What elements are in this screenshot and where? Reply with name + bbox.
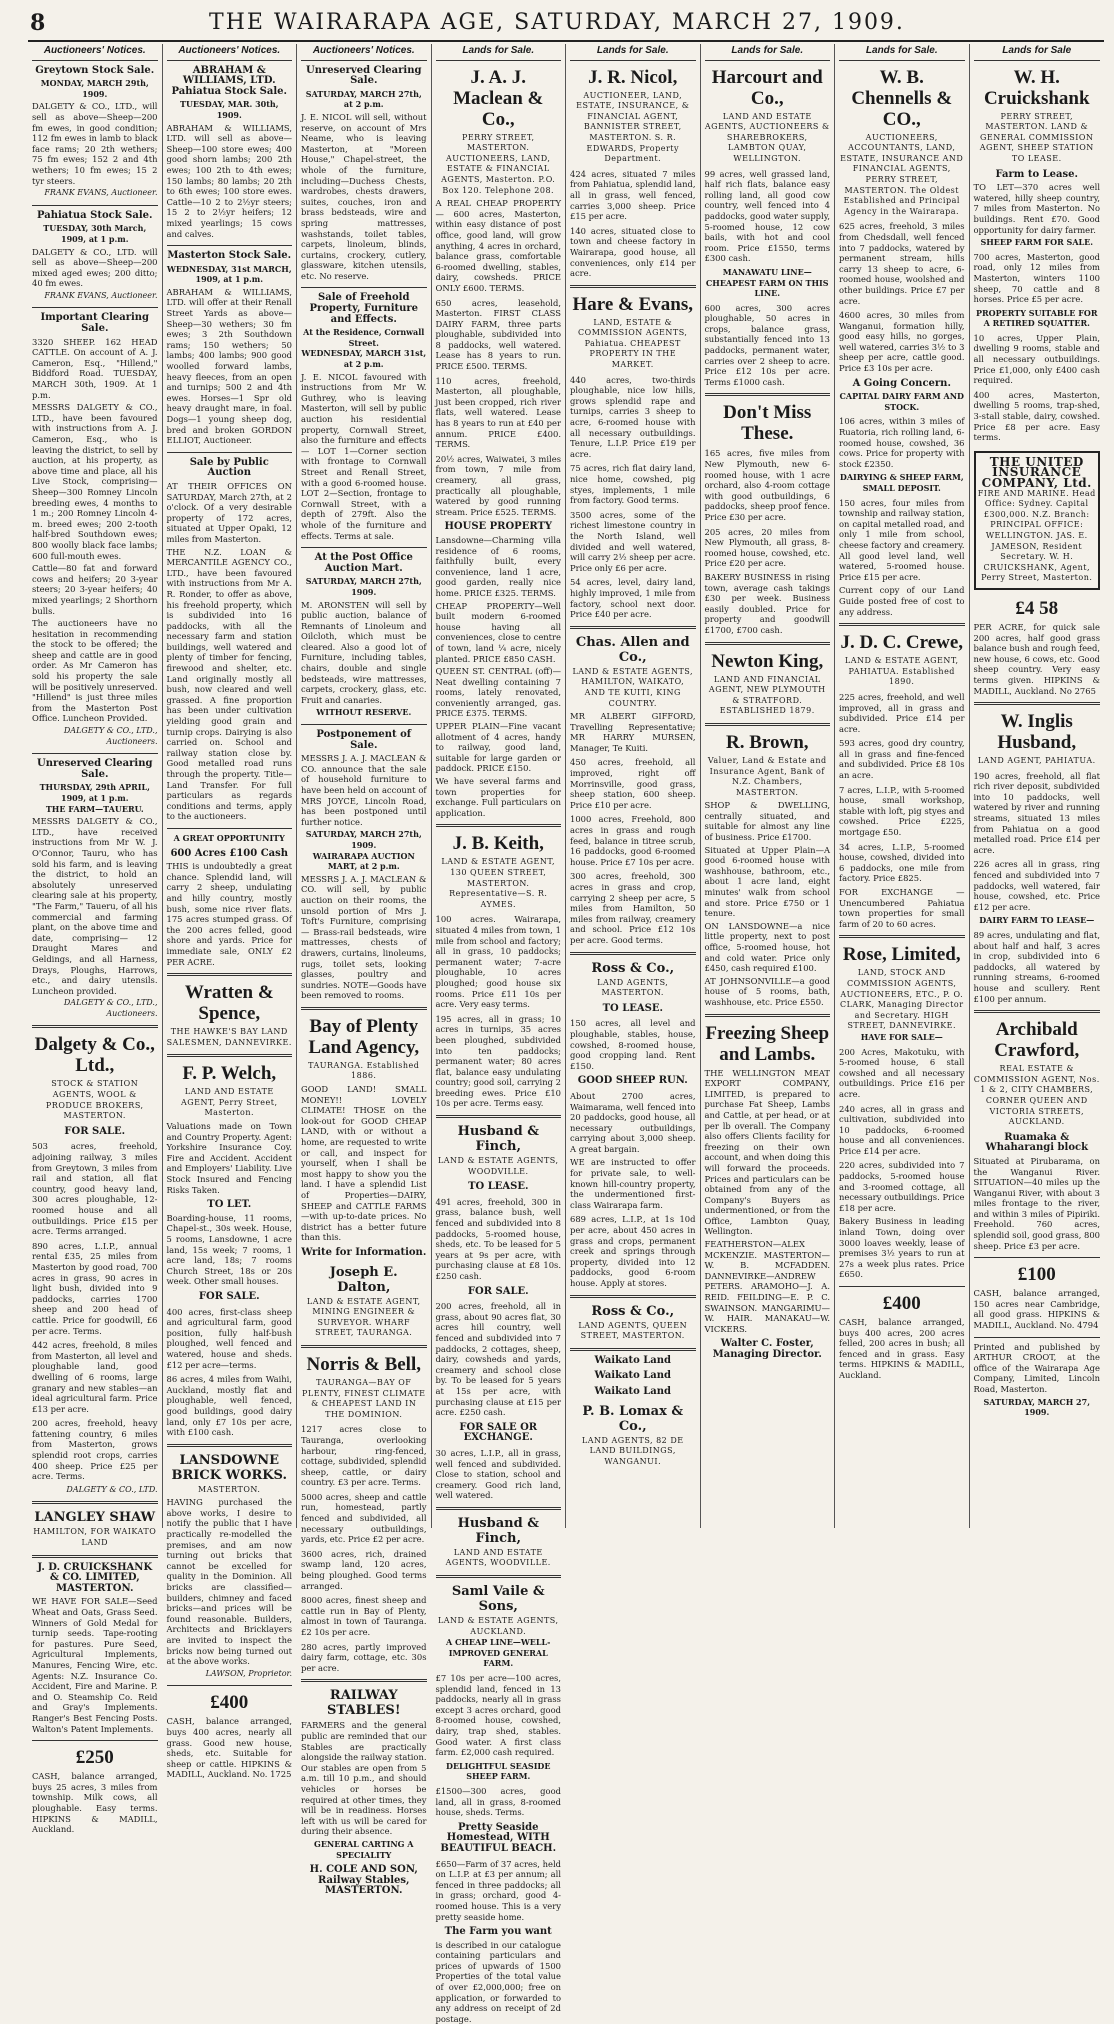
listing: 700 acres, Masterton, good road, only 12 miles from Masterton, winters 1100 sheep, 70 cattle and 8 horses. Price £5 per acre. [973,251,1100,305]
ad-heading: Waikato Land [594,1354,672,1366]
firm-subtitle: LAND & ESTATE AGENT, MINING ENGINEER & SURVEYOR. WHARF STREET, TAURANGA. [306,1296,421,1338]
listing: 450 acres, freehold, all improved, right off Morrinsville, good grass, sheep station, 600 sheep. Price £10 per acre. [570,757,696,810]
ad-text: BAKERY BUSINESS in rising town, average cash takings £30 per week. Business easily doubled. Price for property and goodwill £1700, £700 cash. [704,571,830,635]
firm-subtitle: AUCTIONEERS, ACCOUNTANTS, LAND, ESTATE, INSURANCE AND FINANCIAL AGENTS, PERRY STREET, MASTERTON. The Oldest Established and Principal Agency in the Wairarapa. [840,132,964,216]
listing: 400 acres, Masterton, dwelling 5 rooms, trap-shed, 3-stall stable, dairy, cowshed. Price £8 per acre. Easy terms. [973,389,1100,443]
ad-heading: FOR SALE OR EXCHANGE. [459,1421,538,1444]
columns [28,44,1104,2024]
divider [301,287,427,288]
ad-text: A REAL CHEAP PROPERTY— 600 acres, Masterton, within easy distance of post office, good land, will grow anything, 4 acres in orchard, balance grass, comfortable 6-roomed dwelling, stables, dairy, cowsheds. PRICE ONLY £600. TERMS. [435,198,561,293]
ad-heading: The Farm you want [444,1926,552,1938]
firm-name: LANSDOWNE BRICK WORKS. [171,1452,288,1483]
listing: 20½ acres, Waiwatei, 3 miles from town, 7 mile from creamery, all grass, practically all ploughable, watered by good running stream. Price £525. TERMS. [435,453,561,517]
firm-name: Bay of Plenty Land Agency, [308,1015,420,1058]
firm-name: RAILWAY STABLES! [326,1688,401,1719]
firm-name: W. Inglis Husband, [997,711,1077,754]
listing: 8000 acres, finest sheep and cattle run in Bay of Plenty, almost in town of Tauranga. £2 10s per acre. [301,1595,427,1637]
ad-text: CASH, balance arranged, buys 25 acres, 3 miles from township. Milk cows, all ploughable. Easy terms. HIPKINS & MADILL, Auckland. [32,1771,158,1835]
ad-date: SATURDAY, MARCH 27th, 1909. [305,829,422,850]
section-header: Lands for Sale. [436,44,562,61]
insurance-box [974,451,1101,590]
divider [301,1007,427,1010]
listing: 225 acres, freehold, and well improved, all in grass and subdivided. Price £14 per acre. [839,691,965,734]
firm-name: Archibald Crawford, [994,1019,1080,1062]
divider [32,307,158,308]
divider [167,245,293,246]
ad-subheading: At the Residence, Cornwall Street. [303,327,425,348]
ad-subheading: SHEEP FARM FOR SALE. [980,237,1094,248]
ad-text: WE HAVE FOR SALE—Seed Wheat and Oats, Grass Seed. Winners of Gold Medal for turnip seeds. Tape-rooting for pastures. Pure Seed, Agricultural Implements, Manures, Fencing Wire, etc. Agents: N.Z. Insurance Co. Accident, Fire and Marine. P. and O. Steamship Co. Reid and Gray's Implements. Ranger's Best Fencing Posts. Walton's Patent Implements. [32,1596,158,1734]
price-heading: £400 [882,1293,921,1314]
firm-name: Joseph E. Dalton, [329,1264,398,1295]
masthead-title: THE WAIRARAPA AGE, SATURDAY, MARCH 27, 1909. [209,10,905,35]
listing: 75 acres, rich flat dairy land, nice home, cowshed, pig styes, implements, 1 mile from factory. Good terms. [570,463,696,506]
listing: 300 acres, freehold, 300 acres in grass and crop, carrying 2 sheep per acre, 5 miles from Hamilton, 50 miles from railway, creamery and school. Price £12 10s per acre. Good terms. [570,871,696,945]
firm-subtitle: TAURANGA—BAY OF PLENTY, FINEST CLIMATE & CHEAPEST LAND IN THE DOMINION. [302,1377,426,1419]
ad-heading: Masterton Stock Sale. [167,250,292,262]
ad-heading: Pretty Seaside Homestead, WITH BEAUTIFUL BEACH. [440,1821,557,1854]
listing: 54 acres, level, dairy land, highly improved, 1 mile from factory, school next door. Price £40 per acre. [570,577,696,620]
listing: 491 acres, freehold, 300 in grass, balance bush, well fenced and subdivided into 8 paddocks, 5-roomed house, sheds, etc. To be leased for 5 years at 9s per acre, with purchasing clause at £8 10s. £250 cash. [435,1196,561,1281]
listing: 165 acres, five miles from New Plymouth, new 6-roomed house, with 1 acre orchard, also 4-room cottage with good outbuildings, 6 paddocks, sheep proof fence. Price £30 per acre. [704,448,830,522]
ad-text: FOR EXCHANGE — Unencumbered Pahiatua town properties for small farm of 20 to 60 acres. [839,887,965,929]
listing: 205 acres, 20 miles from New Plymouth, all grass, 8-roomed house, cowshed, etc. Price £20 per acre. [704,526,830,569]
divider [301,724,427,725]
firm-subtitle: PERRY STREET, MASTERTON. LAND & GENERAL COMMISSION AGENT, SHEEP STATION TO LEASE. [979,111,1094,163]
ad-signature: DALGETY & CO., LTD., Auctioneers. [63,998,158,1018]
ad-text: AT THEIR OFFICES ON SATURDAY, March 27th, at 2 o'clock. Of a very desirable property of 172 acres, situated at Upper Opaki, 12 miles from Masterton. [166,480,292,544]
ad-text: THE WELLINGTON MEAT EXPORT COMPANY, LIMITED, is prepared to purchase Fat Sheep, Lambs and Cattle, at per head, or at per lb overall. The Company also offers Clients facility for freezing on their own account, and when doing this will forward the proceeds. Prices and particulars can be obtained from any of the Company's Buyers as undermentioned, or from the Office, Lambton Quay, Wellington. [704,1067,830,1237]
ad-heading: Write for Information. [301,1246,427,1258]
divider [839,623,965,626]
ad-text: MR ALBERT GIFFORD, Travelling Representative; MR HARRY MURSEN, Manager, Te Kuiti. [570,711,696,753]
ad-heading: Postponement of Sale. [316,729,412,751]
ad-text: CHEAP PROPERTY—Well built modern 6-roomed house having all conveniences, close to centre of town, land ¼ acre, nicely planted. PRICE £850 CASH. [435,600,561,664]
firm-name: Dalgety & Co., Ltd., [34,1034,155,1077]
listing: 600 acres, 300 acres ploughable, 50 acres in crops, balance grass, substantially fenced into 13 paddocks, permanent water, carries over 2 sheep to acre. Price £12 10s per acre. Terms £1000 cash. [704,302,830,387]
ad-heading: TO LET. [207,1199,252,1211]
firm-name: Ross & Co., [591,960,675,976]
ad-subheading: WITHOUT RESERVE. [316,707,412,718]
ad-subheading: GENERAL CARTING A SPECIALITY [313,1838,414,1860]
ad-heading: GOOD SHEEP RUN. [577,1075,688,1087]
ad-heading: 600 Acres £100 Cash [170,847,289,859]
ad-heading: Sale of Freehold Property, Furniture and Effects. [309,292,419,325]
listing: 100 acres. Wairarapa, situated 4 miles from town, 1 mile from school and factory; all in grass, 10 paddocks; permanent water; 7-acre ploughable, 10 acres ploughed; good house six rooms. Price £11 10s per acre. Very easy terms. [435,914,561,1010]
firm-name: F. P. Welch, [182,1063,277,1085]
ad-heading: TO LEASE. [602,1002,663,1014]
ad-text: CASH, balance arranged, buys 400 acres, nearly all grass. Good new house, sheds, etc. Suitable for sheep or cattle. HIPKINS & MADILL, Auckland. No. 1725 [166,1716,292,1780]
ad-text: Situated at Pirubarama, on the Wanganui River. SITUATION—40 miles up the Wanganui River, with about 3 miles frontage to the river, and within 3 miles of Pipiriki. Freehold. 760 acres, splendid soil, good grass, 800 sheep. Price £3 per acre. [973,1155,1101,1251]
ad-date: THURSDAY, 29th APRIL, 1909, at 1 p.m. [39,782,150,803]
section-header: Lands for Sale. [839,44,965,61]
listing: 503 acres, freehold, adjoining railway, 3 miles from Greytown, 3 miles from rail and station, all flat country, good heavy land, 300 acres ploughable, 12-roomed house and all outbuildings. Price £15 per acre. Terms arranged. [32,1141,158,1237]
ad-heading: Sale by Public Auction [189,456,269,479]
ad-heading: ABRAHAM & WILLIAMS, LTD. Pahiatua Stock Sale. [171,64,287,97]
ad-heading: Unreserved Clearing Sale. [306,64,422,87]
firm-subtitle: LAND AND ESTATE AGENTS, WOODVILLE. [445,1547,551,1568]
firm-subtitle: LAND AND ESTATE AGENT, Perry Street, Masterton. [181,1087,278,1118]
ad-text: Lansdowne—Charming villa residence of 6 rooms, faithfully built, every convenience, land 1 acre, good garden, really nice home. PRICE £325. TERMS. [435,534,561,598]
firm-name: J. B. Keith, [452,833,544,855]
firm-subtitle: LAND & ESTATE AGENTS, WOODVILLE. [437,1156,559,1176]
ad-subheading: DAIRY FARM TO LEASE— [979,915,1095,926]
section-header: Auctioneers' Notices. [301,44,427,61]
ad-heading: TO LEASE. [468,1181,529,1193]
firm-name: H. COLE AND SON, Railway Stables, MASTERTON. [309,1864,418,1897]
listing: 400 acres, first-class sheep and agricultural farm, good position, fully half-bush ploughed, well fenced and watered, house and sheds. £12 per acre—terms. [166,1306,292,1370]
firm-subtitle: LAND AGENT, PAHIATUA. [977,756,1096,766]
ad-text: DALGETY & CO., LTD., will sell as above—Sheep—200 fm ewes, in good condition; 112 fm ewes in lamb to black face rams; 20 2th wethers; 75 fm ewes; 152 2 and 4th wethers; 10 fm ewes; 15 2 tyr steers. [32,101,158,186]
ad-signature: FRANK EVANS, Auctioneer. [44,290,158,300]
ad-subheading: MANAWATU LINE—CHEAPEST FARM ON THIS LINE. [705,266,829,299]
divider [167,1444,293,1447]
listing: 1000 acres, Freehold, 800 acres in grass and rough feed, balance in titree scrub, 16 paddocks, good 6-roomed house. Price £7 10s per acre. [570,814,696,867]
firm-subtitle: LAND & ESTATE AGENTS, AUCKLAND. [437,1616,559,1636]
firm-name: Husband & Finch, [457,1515,539,1546]
divider [570,1348,696,1351]
ad-text: We have several farms and town properties for exchange. Full particulars on application. [435,776,561,818]
ad-heading: Waikato Land [594,1370,672,1382]
firm-subtitle: AUCTIONEER, LAND, ESTATE, INSURANCE, & FINANCIAL AGENT, BANNISTER STREET, MASTERTON. S. R. EDWARDS, Property Department. [576,90,690,164]
ad-headline: Don't Miss These. [723,402,812,445]
firm-subtitle: LAND & ESTATE AGENT, 130 QUEEN STREET, MASTERTON. Representative—S. R. AYMES. [441,857,556,909]
divider [32,205,158,206]
ad-subheading: HAVE FOR SALE— [860,1031,943,1042]
ad-signature: Walter C. Foster, Managing Director. [712,1338,822,1360]
column-3 [297,44,432,1897]
price-heading: £4 58 [1015,597,1059,619]
listing: 150 acres, all level and ploughable, stables, house, cowshed, 8-roomed house, good cropping land. Rent £150. [570,1018,696,1071]
firm-name: P. B. Lomax & Co., [582,1403,684,1434]
divider [974,702,1101,705]
divider [570,1295,696,1298]
listing: 190 acres, freehold, all flat rich river deposit, subdivided into 10 paddocks, well watered by river and running streams, situated 13 miles from Pahiatua on a good metalled road. Price £14 per acre. [973,770,1100,855]
firm-subtitle: TAURANGA. Established 1886. [308,1060,420,1081]
ad-text: HAVING purchased the above works, I desire to notify the public that I have practically re-modelled the premises, and am now turning out bricks that cannot be excelled for quality in the Dominion. All bricks are classified—builders, chimney and faced bricks—and prices will be found reasonable. Builders, Architects and Bricklayers are invited to inspect the bricks now being turned out at the above works. [166,1497,292,1667]
firm-subtitle: LAND & ESTATE AGENTS, HAMILTON, WAIKATO, AND TE KUITI, KING COUNTRY. [572,666,694,708]
ad-date: WEDNESDAY, MARCH 31st, at 2 p.m. [301,348,427,370]
ad-text: DALGETY & CO., LTD. will sell as above—Sheep—200 mixed aged ewes; 200 ditto; 40 fm ewes. [32,246,158,289]
firm-name: Saml Vaile & Sons, [451,1584,545,1615]
ad-signature: DALGETY & CO., LTD. [66,1484,158,1494]
divider [705,723,831,726]
divider [570,626,696,629]
ad-heading: HOUSE PROPERTY [444,521,553,533]
firm-name: J. R. Nicol, [588,66,678,88]
listing: 890 acres, L.I.P., annual rental £35, 25 miles from Masterton by good road, 700 acres in grass, 90 acres in light bush, divided into 9 paddocks, carries 1700 sheep and 200 head of cattle. Price for goodwill, £6 per acre. Terms. [32,1240,158,1336]
ad-text: J. E. NICOL will sell, without reserve, on account of Mrs Neame, who is leaving Masterton, at "Moreen House," Chapel-street, the whole of the furniture, including—Duchess Chests, wardrobes, chests drawers, suites, couches, iron and brass bedsteads, wire and spring mattresses, washstands, toilet tables, carpets, linoleum, blinds, curtains, crockery, cutlery, glassware, kitchen utensils, etc. No reserve. [301,111,427,281]
firm-name: Ross & Co., [591,1303,675,1319]
ad-text: Situated at Upper Plain—A good 6-roomed house with washhouse, bathroom, etc., about 1 acre land, eight minutes' walk from school and store. Price £750 or 1 tenure. [704,844,830,919]
listing: 1217 acres close to Tauranga, overlooking harbour, ring-fenced, cottage, subdivided, splendid sheep, cattle, or dairy country. £3 per acre. Terms. [301,1424,427,1488]
ad-date: MONDAY, MARCH 29th, 1909. [40,78,149,99]
ad-heading: A Going Concern. [852,377,951,389]
section-header: Lands for Sale. [705,44,831,61]
divider [436,1575,562,1578]
divider [167,1685,293,1686]
firm-subtitle: PERRY STREET, MASTERTON. AUCTIONEERS, LAND, ESTATE & FINANCIAL AGENTS, Masterton. P.O. Box 120. Telephone 208. [441,132,556,195]
ad-text: CASH, balance arranged, buys 400 acres, 200 acres felled, 200 acres in bush; all fenced and in grass. Easy terms. HIPKINS & MADILL, Auckland. [839,1317,965,1380]
ad-date: TUESDAY, 30th March, 1909, at 1 p.m. [43,223,147,244]
listing: 195 acres, all in grass; 10 acres in turnips, 35 acres been ploughed, subdivided into ten paddocks; permanent water; 80 acres flat, balance easy undulating country; good soil, carrying 2 breeding ewes. Price £10 10s per acre. Terms easy. [435,1013,561,1109]
firm-name: Husband & Finch, [457,1124,539,1155]
ad-headline: Freezing Sheep and Lambs. [705,1022,830,1065]
ad-text: J. E. NICOL favoured with instructions from Mr W. Guthrey, who is leaving Masterton, will sell by public auction his residential property, Cornwall Street, also the furniture and effects— LOT 1—Corner section with frontage to Cornwall Street and Renall Street, with a good 6-roomed house. LOT 2—Section, frontage to Cornwall Street, with a depth of 279ft. Also the whole of the furniture and effects. Terms at sale. [301,371,427,541]
ad-text: ABRAHAM & WILLIAMS, LTD. will sell as above—Sheep—100 store ewes; 400 good shorn lambs; 200 2th ewes; 100 2th to 4th ewes; 150 lambs; 80 lambs; 20 2th to 6th ewes; 100 store ewes. Cattle—10 2 to 2½yr steers; 15 2 to 2½yr heifers; 12 mixed yearlings; 15 cows and calves. [166,122,292,239]
divider [301,547,427,548]
divider [32,1501,158,1504]
ad-heading: FOR SALE. [198,1290,260,1302]
listing: £650—Farm of 37 acres, held on L.I.P. at £3 per annum; all fenced in three paddocks; all in grass; orchard, good 4-roomed house. This is a very pretty seaside home. [435,1858,561,1922]
divider [839,935,965,938]
ad-text: QUEEN ST. CENTRAL (off)—Neat dwelling containing 7 rooms, lately renovated, conveniently arranged, gas. PRICE £375. TERMS. [435,666,561,719]
ad-text: SHOP & DWELLING, centrally situated, and suitable for almost any line of business. Price £1700. [704,800,830,843]
divider [974,1337,1101,1338]
firm-name: J. A. J. Maclean & Co., [453,66,544,130]
ad-text: 3320 SHEEP. 162 HEAD CATTLE. On account of A. J. Cameron, Esq., "Hillend," Biddford Road. TUESDAY, MARCH 30th, 1909. At 1 p.m. [32,336,158,400]
firm-subtitle: LAND, STOCK AND COMMISSION AGENTS, AUCTIONEERS, ETC., P. O. CLARK, Managing Director and Secretary. HIGH STREET, DANNEVIRKE. [839,968,964,1031]
divider [167,1054,293,1057]
divider [301,1679,427,1682]
ad-text: ABRAHAM & WILLIAMS, LTD. will offer at their Renall Street Yards as above—Sheep—30 wethers; 30 fm ewes; 3 2th Southdown rams; 150 wethers; 50 lambs; 400 lambs; 900 good woolled forward lambs, heavy fleeces, from an open and turnips; 500 2 and 4th ewes. Horses—1 Spr old heavy draught mare, in foal. Dogs—1 young sheep dog, bred and broken GORDON ELLIOT, Auctioneer. [166,286,292,446]
divider [705,642,831,645]
listing: 650 acres, leasehold, Masterton. FIRST CLASS DAIRY FARM, three parts ploughable, subdivided into 8 paddocks, well watered. Lease has 8 years to run. PRICE £500. TERMS. [435,297,561,372]
listing: 4600 acres, 30 miles from Wanganui, formation hilly, good easy hills, no gorges, well watered, carries 3½ to 3 sheep per acre, cattle good. Price £3 10s per acre. [839,310,965,374]
column-7 [835,44,970,1528]
listing: About 2700 acres, Waimarama, well fenced into 20 paddocks, good house, all necessary outbuildings, carrying about 3,000 sheep. A great bargain. [570,1090,696,1154]
firm-name: J. D. C. Crewe, [840,632,964,654]
section-header: Auctioneers' Notices. [167,44,293,61]
section-header: Auctioneers' Notices. [32,44,158,61]
listing: 140 acres, situated close to town and cheese factory in Wairarapa, good house, all conveniences, only £14 per acre. [570,225,696,279]
price-heading: £250 [75,1747,114,1769]
ad-text: THE N.Z. LOAN & MERCANTILE AGENCY CO., LTD., have been favoured with instructions from Mr A. R. Ronder, to offer as above, his freehold property, which is subdivided into 16 paddocks, with all the necessary farm and station buildings, well watered and plenty of timber for fencing, firewood and shelter, etc. Land originally mostly all bush, now cleared and well grassed. A fine proportion has been under cultivation yielding good grain and turnip crops. Dairying is also carried on. School and railway station close by. Good metalled road runs through the property. Title—Land Transfer. For full particulars as regards conditions and terms, apply to the auctioneers. [166,546,292,822]
firm-name: Wratten & Spence, [184,982,274,1025]
firm-subtitle: LAND & ESTATE AGENT, PAHIATUA. Established 1890. [844,656,959,687]
firm-subtitle: LAND AGENTS, 82 DE LAND BUILDINGS, WANGANUI. [581,1435,684,1466]
column-2 [163,44,298,1780]
firm-name: Chas. Allen and Co., [575,634,690,665]
ad-signature: FRANK EVANS, Auctioneer. [44,188,158,198]
divider [436,824,562,827]
ad-text: CASH, balance arranged, 150 acres near Cambridge, all good grass. HIPKINS & MADILL, Auckland. No. 4794 [973,1288,1100,1331]
masthead [0,0,1114,44]
ad-date: WEDNESDAY, 31st MARCH, 1909, at 1 p.m. [166,263,292,285]
imprint-date: SATURDAY, MARCH 27, 1909. [983,1396,1090,1418]
ad-text: FARMERS and the general public are reminded that our Stables are practically alongside the railway station. Our stables are open from 5 a.m. till 10 p.m., and should vehicles or horses be required at other times, they will be in readiness. Horses left with us will be cared for during their absence. [301,1720,427,1837]
ad-text: The auctioneers have no hesitation in recommending the stock to be offered; the sheep and cattle are in good order. As Mr Cameron has sold his property the sale will be positively unreserved. "Hillend" is just three miles from the Masterton Post Office. Luncheon Provided. [32,618,158,724]
ad-heading: Important Clearing Sale. [40,312,150,335]
listing: 34 acres, L.I.P., 5-roomed house, cowshed, divided into 6 paddocks, one mile from factory. Price £825. [839,841,965,884]
listing: 200 acres, freehold, heavy fattening country, 6 miles from Masterton, grows splendid root crops, carries 400 sheep. Price £25 per acre. Terms. [32,1418,158,1482]
ad-text: MESSRS DALGETY & CO., LTD., have been favoured with instructions from A. J. Cameron, Esq., who is leaving the district, to sell by auction, at his property, as above time and place, all his Live Stock, comprising—Sheep—300 Romney Lincoln breeding ewes, 4 months to 1 m.; 200 Romney Lincoln 4-m. breed ewes; 200 2-tooth half-bred Southdown ewes; 800 woolly black face lambs; 600 full-mouth ewes. [32,402,158,561]
ad-heading: FOR SALE. [64,1125,126,1137]
divider [32,1025,158,1028]
ad-text: TO LET—370 acres well watered, hilly sheep country, 7 miles from Masterton. No buildings. Rent £70. Good opportunity for dairy farmer. [973,182,1100,235]
ad-text: is described in our catalogue containing particulars and prices of upwards of 1500 Properties of the total value of over £2,000,000; free on application, or forwarded to any address on receipt of 2d postage. [435,1939,561,2024]
listing: 86 acres, 4 miles from Waihi, Auckland, mostly flat and ploughable, well fenced, good buildings, good dairy land, only £7 10s per acre, with £100 cash. [166,1374,292,1438]
ad-text: MESSRS J. A. J. MACLEAN & CO. will sell, by public auction on their rooms, the unsold portion of Mrs J. Toft's Furniture, comprising— Brass-rail bedsteads, wire mattresses, chests of drawers, curtains, linoleums, rugs, toilet sets, looking glasses, poultry and sundries. NOTE—Goods have been removed to rooms. [301,873,427,1001]
imprint: Printed and published by ARTHUR CROOT, at the office of the Wairarapa Age Company, Limited, Lincoln Road, Masterton. [973,1341,1100,1394]
column-5 [566,44,701,1528]
ad-heading: Greytown Stock Sale. [35,64,155,76]
ad-heading: At the Post Office Auction Mart. [314,552,413,574]
listing: 625 acres, freehold, 3 miles from Chedsdall, well fenced into 7 paddocks, watered by permanent stream, hills carry 13 sheep to acre, 6-roomed house, woolshed and other buildings. Price £7 per acre. [839,221,965,306]
firm-subtitle: LAND, ESTATE & COMMISSION AGENTS, Pahiatua. CHEAPEST PROPERTY IN THE MARKET. [578,317,688,370]
ad-text: AT JOHNSONVILLE—a good house of 5 rooms, bath, washhouse, etc. Price £550. [704,975,830,1007]
firm-name: Rose, Limited, [842,944,961,966]
ad-date: SATURDAY, MARCH 27th, at 2 p.m. [305,88,422,110]
ad-text: THIS is undoubtedly a great chance. Splendid land, will carry 2 sheep, undulating and hilly country, mostly bush, some nice river flats. 175 acres stumped grass. Of the 200 acres felled, good shore and yards. Price for immediate sale, ONLY £2 PER ACRE. [166,861,292,967]
ad-subheading: DELIGHTFUL SEASIDE SHEEP FARM. [446,1760,551,1782]
firm-name: LANGLEY SHAW [34,1510,156,1526]
firm-name: Norris & Bell, [306,1353,421,1375]
firm-name: Newton King, [711,650,824,672]
ad-subheading: DAIRYING & SHEEP FARM, SMALL DEPOSIT. [839,472,964,493]
listing: 10 acres, Upper Plain, dwelling 9 rooms, stable and all necessary outbuildings. Price £1,000, only £400 cash required. [973,332,1100,386]
ad-heading: FOR SALE. [467,1285,529,1297]
ad-text: Valuations made on Town and Country Property. Agent: Yorkshire Insurance Coy. Fire and Accident. Accident and Employers' Liability. Live Stock Insured and Fencing Risks Taken. [166,1121,292,1195]
ad-text: MESSRS J. A. J. MACLEAN & CO. announce that the sale of household furniture to have been held on account of MRS JOYCE, Lincoln Road, has been postponed until further notice. [301,753,427,827]
ad-text: WE are instructed to offer for private sale, to well-known hill-country property, the undermentioned first-class Wairarapa farm. [570,1157,696,1210]
ad-text: Current copy of our Land Guide posted free of cost to any address. [839,585,965,617]
divider [570,952,696,955]
ad-signature: LAWSON, Proprietor. [205,1668,292,1678]
firm-name: W. H. Cruickshank [983,66,1090,109]
listing: 7 acres, L.I.P., with 5-roomed house, small workshop, stable with loft, pig styes and cowshed. Price £225, mortgage £50. [839,784,965,838]
section-header: Lands for Sale. [570,44,696,61]
ad-date: TUESDAY, MAR. 30th, 1909. [179,99,279,120]
listing: £1500—300 acres, good land, all in grass, 8-roomed house, sheds. Terms. [435,1785,561,1818]
listing: 110 acres, freehold, Masterton, all ploughable, just been cropped, rich river flats, well watered. Lease has 8 years to run at £40 per annum. PRICE £400. TERMS. [435,375,561,450]
divider [705,393,831,396]
divider [570,285,696,288]
firm-subtitle: LAND AGENTS, QUEEN STREET, MASTERTON. [578,1320,688,1341]
listing: 200 Acres, Makotuku, with 5-roomed house, 6 stall cowshed and all necessary outbuildings. Price £16 per acre. [839,1046,965,1099]
divider [167,828,293,829]
ad-text: UPPER PLAIN—Fine vacant allotment of 4 acres, handy to railway, good land, suitable for large garden or paddock. PRICE £150. [435,721,561,774]
firm-subtitle: STOCK & STATION AGENTS, WOOL & PRODUCE BROKERS, MASTERTON. [45,1079,144,1121]
firm-name: J. D. CRUICKSHANK & CO. LIMITED, MASTERTON. [37,1561,153,1594]
buyers-list: FEATHERSTON—ALEX MCKENZIE. MASTERTON—W. B. MCFADDEN. DANNEVIRKE—ANDREW PETERS. ARAMOHO—J. A. REID. FEILDING—E. P. C. SWAINSON. MANGARIMU—W. HAIR. MANAKAU—W. VICKERS. [704,1239,830,1334]
ad-text: Cattle—80 fat and forward cows and heifers; 20 3-year steers; 20 3-year heifers; 40 mixed yearlings; 2 Shorthorn bulls. [32,563,158,616]
listing: 30 acres, L.I.P., all in grass, well fenced and subdivided. Close to station, school and creamery. Good rich land, well watered. [435,1447,561,1501]
ad-subheading: THE FARM—TAUERU. [45,803,144,814]
firm-subtitle: LAND AND FINANCIAL AGENT, NEW PLYMOUTH & STRATFORD. ESTABLISHED 1879. [708,674,826,716]
insurance-title: THE UNITED INSURANCE COMPANY, Ltd. [981,454,1092,490]
listing: 593 acres, good dry country, all in grass and fine-fenced and subdivided. Price £8 10s an acre. [839,738,965,781]
ad-text: Boarding-house, 11 rooms, Chapel-st., 30s week. House, 5 rooms, Lansdowne, 1 acre land, 15s week; 7 rooms, 1 acre land, 18s; 7 rooms Church Street, 18s or 20s week. Other small houses. [166,1212,292,1287]
listing: 220 acres, subdivided into 7 paddocks, 5-roomed house and 3-roomed cottage, all necessary outbuildings. Price £18 per acre. [839,1160,965,1213]
masthead-rule [28,40,1104,42]
divider [167,452,293,453]
listing: 689 acres, L.I.P., at 1s 10d per acre, about 450 acres in grass and crops, permanent creek and springs through property, divided into 12 paddocks, good 6-room house. Apply at stores. [570,1214,696,1288]
listing: 240 acres, all in grass and cultivation, subdivided into 10 paddocks, 6-roomed house and all conveniences. Price £14 per acre. [839,1103,965,1156]
listing: 3500 acres, some of the richest limestone country in the North Island, well divided and well watered, will carry 2½ sheep per acre. Price only £6 per acre. [570,509,696,573]
ad-text: M. ARONSTEN will sell by public auction, balance of Remnants of Linoleum and Oilcloth, which must be cleared. Also a good lot of Furniture, including tables, chairs, double and single bedsteads, wire mattresses, carpets, crockery, glass, etc. Fruit and canaries. [301,599,427,705]
listing: 442 acres, freehold, 8 miles from Masterton, all level and ploughable land, good dwelling of 6 rooms, large granary and new stables—an ideal agricultural farm. Price £13 per acre. [32,1340,158,1414]
divider [301,1345,427,1348]
column-8 [970,44,1105,1528]
ad-subheading: A CHEAP LINE—WELL-IMPROVED GENERAL FARM. [446,1637,551,1669]
listing: £7 10s per acre—100 acres, splendid land, fenced in 13 paddocks, nearly all in grass except 3 acres orchard, good 8-roomed house, cowshed, dairy, trap shed, stables. Good water. A first class farm. £2,000 cash required. [435,1673,561,1758]
section-header: Lands for Sale [974,44,1101,61]
ad-signature: DALGETY & CO., LTD., Auctioneers. [63,726,158,746]
firm-subtitle: HAMILTON, FOR WAIKATO LAND [33,1527,157,1548]
insurance-details: FIRE AND MARINE. Head Office: Sydney. Capital £300,000. N.Z. Branch: PRINCIPAL OFFICE: WELLINGTON. JAS. E. JAMESON, Resident Secretary. W. H. CRUICKSHANK, Agent, Perry Street, Masterton. [977,488,1096,583]
listing: 226 acres all in grass, ring fenced and subdivided into 7 paddocks, well watered, fair house, cowshed, etc. Price £12 per acre. [973,859,1100,912]
ad-heading: Unreserved Clearing Sale. [37,758,153,780]
listing: 99 acres, well grassed land, half rich flats, balance easy rolling land, all good cow country, well fenced into 4 paddocks, good water supply, 5-roomed house, 12 cow bails, with hot and cool room. Price £1550, terms £300 cash. [704,168,830,264]
ad-heading: Ruamaka & Whaharangi block [985,1131,1088,1154]
divider [974,1010,1101,1013]
firm-subtitle: LAND AGENTS, MASTERTON. [597,977,669,998]
listing: 5000 acres, sheep and cattle run, homestead, partly fenced and subdivided, all necessary outbuildings, yards, etc. Price £2 per acre. [301,1491,427,1545]
ad-heading: Pahiatua Stock Sale. [37,209,153,221]
firm-subtitle: MASTERTON. [198,1484,261,1494]
listing: 106 acres, within 3 miles of Ruatoria, rich rolling land, 6-roomed house, cowshed, 36 cows. Price for property with stock £2350. [839,416,965,469]
firm-name: Harcourt and Co., [711,66,823,109]
ad-subheading: CAPITAL DAIRY FARM AND STOCK. [839,391,964,412]
ad-heading: Waikato Land [594,1385,672,1397]
ad-text: PER ACRE, for quick sale 200 acres, half good grass balance bush and rough feed, new house, 6 cows, etc. Good sheep country. Very easy terms given. HIPKINS & MADILL, Auckland. No 2765 [973,621,1100,696]
ad-text: ON LANSDOWNE—a nice little property, next to post office, 5-roomed house, hot and cold water. Price only £450, cash required £100. [704,920,830,974]
divider [436,1507,562,1510]
ad-subheading: WAIRARAPA AUCTION MART, at 2 p.m. [312,850,415,872]
price-heading: £100 [1017,1264,1056,1286]
listing: 3600 acres, rich, drained swamp land, 120 acres, being ploughed. Good terms arranged. [301,1548,427,1591]
firm-subtitle: LAND AND ESTATE AGENTS, AUCTIONEERS & SHAREBROKERS, LAMBTON QUAY, WELLINGTON. [704,111,830,163]
divider [974,1257,1101,1258]
ad-text: MESSRS DALGETY & CO., LTD., have received instructions from Mr W. J. O'Connor, Tauru, who has sold his farm, and is leaving the district, to hold an absolutely unreserved clearing sale at his property, "The Farm," Taueru, of all his commercial and farming plant, on the above time and date, comprising— 12 Draught Mares and Geldings, and all Harness, Drays, Ploughs, Harrows, etc., and dairy utensils. Luncheon provided. [32,816,158,996]
column-4 [432,44,567,2024]
page-number: 8 [30,10,46,36]
divider [705,1014,831,1017]
ad-text: Bakery Business in leading inland Town, doing over 3000 loaves weekly, lease of premises 3½ years to run at 27s a week plus rates. Price £650. [839,1216,965,1280]
price-heading: £400 [210,1692,249,1714]
firm-name: W. B. Chennells & CO., [851,66,953,130]
listing: 89 acres, undulating and flat, about half and half, 3 acres in crop, subdivided into 6 paddocks, all watered by running streams, 6-roomed house and scullery. Rent £100 per annum. [973,930,1100,1004]
divider [32,1740,158,1741]
listing: 440 acres, two-thirds ploughable, nice low hills, grows splendid rape and turnips, carries 3 sheep to acre, 6-roomed house with all necessary outbuildings. Tenure, L.I.P. Price £19 per acre. [570,374,696,459]
listing: 280 acres, partly improved dairy farm, cottage, etc. 30s per acre. [301,1641,427,1673]
firm-subtitle: THE HAWKE'S BAY LAND SALESMEN, DANNEVIRKE. [166,1027,292,1047]
firm-name: R. Brown, [725,731,809,753]
divider [32,753,158,754]
ad-heading: Farm to Lease. [995,168,1078,180]
ad-subheading: PROPERTY SUITABLE FOR A RETIRED SQUATTER. [976,307,1098,329]
divider [32,1555,158,1558]
listing: 424 acres, situated 7 miles from Pahiatua, splendid land, all in grass, well fenced, carries 3,000 sheep. Price £15 per acre. [570,168,696,222]
firm-name: Hare & Evans, [572,293,693,315]
firm-subtitle: REAL ESTATE & COMMISSION AGENT, Nos. 1 & 2, CITY CHAMBERS, CORNER QUEEN AND VICTORIA STREETS, AUCKLAND. [973,1064,1100,1127]
ad-subheading: A GREAT OPPORTUNITY [173,832,285,843]
divider [839,1286,965,1287]
ad-date: SATURDAY, MARCH 27th, 1909. [305,576,422,597]
divider [436,1115,562,1118]
column-1 [28,44,163,1835]
listing: 200 acres, freehold, all in grass, about 90 acres flat, 30 acres hill country, well fenced and subdivided into 7 paddocks, 2 cottages, sheep, dairy, cowsheds and yards, creamery and school close by. To be leased for 5 years at 15s per acre, with purchasing clause at £15 per acre. £250 cash. [435,1301,561,1418]
column-6 [701,44,836,1528]
divider [167,973,293,976]
listing: 150 acres, four miles from township and railway station, on capital metalled road, and only 1 mile from school, cheese factory and creamery. All good level land, well watered, 5-roomed house. Price £15 per acre. [839,497,965,582]
firm-subtitle: Valuer, Land & Estate and Insurance Agent, Bank of N.Z. Chambers, MASTERTON. [707,755,827,797]
ad-text: GOOD LAND! SMALL MONEY!! LOVELY CLIMATE! THOSE on the look-out for GOOD CHEAP LAND, with or without a home, are requested to write or call, and inspect for yourself, when I shall be most happy to show you the land. I have a splendid List of Properties—DAIRY, SHEEP and CATTLE FARMS—with up-to-date prices. No district has a better future than this. [301,1084,427,1243]
